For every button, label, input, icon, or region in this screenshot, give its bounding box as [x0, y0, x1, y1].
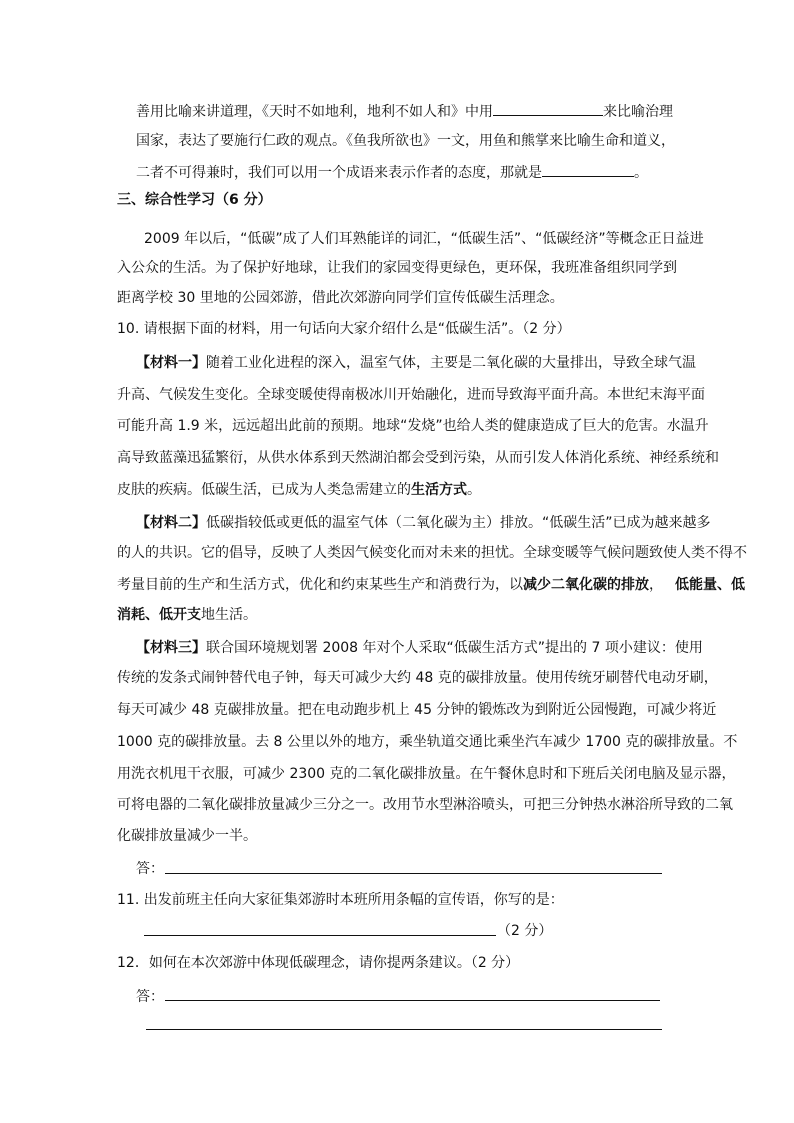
material-text: ， [649, 577, 663, 593]
answer-blank-2[interactable] [542, 161, 634, 177]
intro-line-3: 距离学校 30 里地的公园郊游，借此次郊游向同学们宣传低碳生活理念。 [117, 290, 564, 306]
section-title: 三、综合性学习（6 分） [117, 192, 272, 208]
reading-line-3 [136, 161, 648, 184]
material-1-line-2: 升高、气候发生变化。全球变暖使得南极冰川开始融化，进而导致海平面升高。本世纪末海平面 [117, 387, 705, 403]
reading-text: 善用比喻来讲道理，《天时不如地利，地利不如人和》中用 [136, 104, 493, 120]
material-label: 【材料二】 [136, 515, 206, 531]
material-text: 考量目前的生产和生活方式，优化和约束某些生产和消费行为，以 [117, 577, 523, 593]
material-text: 。 [467, 482, 481, 498]
material-3-line-2: 传统的发条式闹钟替代电子钟，每天可减少大约 48 克的碳排放量。使用传统牙刷替代电动牙刷， [117, 670, 718, 686]
material-1-line-3: 可能升高 1.9 米，远远超出此前的预期。地球“发烧”也给人类的健康造成了巨大的危害。水温升 [117, 418, 709, 434]
answer-blank-1[interactable] [493, 100, 603, 116]
material-text: 皮肤的疾病。低碳生活，已成为人类急需建立的 [117, 482, 411, 498]
reading-text: 二者不可得兼时，我们可以用一个成语来表示作者的态度，那就是 [136, 165, 542, 181]
material-text: 低碳指较低或更低的温室气体（二氧化碳为主）排放。“低碳生活”已成为越来越多 [206, 515, 711, 531]
answer-line-12b[interactable] [146, 1029, 662, 1030]
intro-line-2: 入公众的生活。为了保护好地球，让我们的家园变得更绿色，更环保，我班准备组织同学到 [117, 260, 677, 276]
material-2-line-3 [117, 574, 745, 596]
material-3-line-5: 用洗衣机甩干衣服，可减少 2300 克的二氧化碳排放量。在午餐休息时和下班后关闭电脑及显示器， [117, 766, 736, 782]
answer-line-10[interactable] [165, 873, 662, 874]
material-3-line-3: 每天可减少 48 克碳排放量。把在电动跑步机上 45 分钟的锻炼改为到附近公园慢跑，可减少将近 [117, 702, 717, 718]
material-emphasis: 低能量、低 [675, 577, 745, 593]
material-emphasis: 减少二氧化碳的排放 [523, 577, 649, 593]
material-3-line-6: 可将电器的二氧化碳排放量减少三分之一。改用节水型淋浴喷头，可把三分钟热水淋浴所导致的二氧 [117, 797, 733, 813]
material-2-line-1 [136, 512, 711, 534]
intro-line-1: 2009 年以后，“低碳”成了人们耳熟能详的词汇，“低碳生活”、“低碳经济”等概念正日益进 [144, 231, 704, 247]
material-text: 地生活。 [201, 607, 257, 623]
question-12-prompt: 12．如何在本次郊游中体现低碳理念，请你提两条建议。（2 分） [117, 955, 520, 971]
answer-label-12: 答： [136, 989, 164, 1005]
answer-label-10: 答： [136, 861, 164, 877]
question-10-prompt: 10. 请根据下面的材料，用一句话向大家介绍什么是“低碳生活”。（2 分） [117, 321, 571, 337]
question-11-prompt: 11. 出发前班主任向大家征集郊游时本班所用条幅的宣传语，你写的是： [117, 892, 564, 908]
material-2-line-2: 的人的共识。它的倡导，反映了人类因气候变化而对未来的担忧。全球变暖等气候问题致使人类不得不 [117, 545, 747, 561]
reading-line-2: 国家，表达了要施行仁政的观点。《鱼我所欲也》一文，用鱼和熊掌来比喻生命和道义， [136, 133, 675, 149]
material-emphasis: 生活方式 [411, 482, 467, 498]
material-1-line-4: 高导致蓝藻迅猛繁衍，从供水体系到天然湖泊都会受到污染，从而引发人体消化系统、神经系统和 [117, 450, 719, 466]
material-emphasis: 消耗、低开支 [117, 607, 201, 623]
answer-line-11[interactable] [144, 935, 496, 936]
reading-text: 。 [634, 165, 648, 181]
material-3-line-7: 化碳排放量减少一半。 [117, 828, 257, 844]
reading-text: 来比喻治理 [603, 104, 673, 120]
material-1-line-1 [136, 352, 696, 374]
material-label: 【材料一】 [136, 355, 206, 371]
material-3-line-1 [136, 637, 703, 659]
question-11-score: （2 分） [497, 923, 553, 939]
material-3-line-4: 1000 克的碳排放量。去 8 公里以外的地方，乘坐轨道交通比乘坐汽车减少 1700 克的碳排放量。不 [117, 734, 738, 750]
answer-line-12a[interactable] [165, 1000, 660, 1001]
material-1-line-5 [117, 479, 481, 501]
reading-line-1 [136, 100, 673, 123]
material-text: 联合国环境规划署 2008 年对个人采取“低碳生活方式”提出的 7 项小建议：使用 [206, 640, 703, 656]
material-label: 【材料三】 [136, 640, 206, 656]
material-2-line-4 [117, 604, 257, 626]
material-text: 随着工业化进程的深入，温室气体，主要是二氧化碳的大量排出，导致全球气温 [206, 355, 696, 371]
